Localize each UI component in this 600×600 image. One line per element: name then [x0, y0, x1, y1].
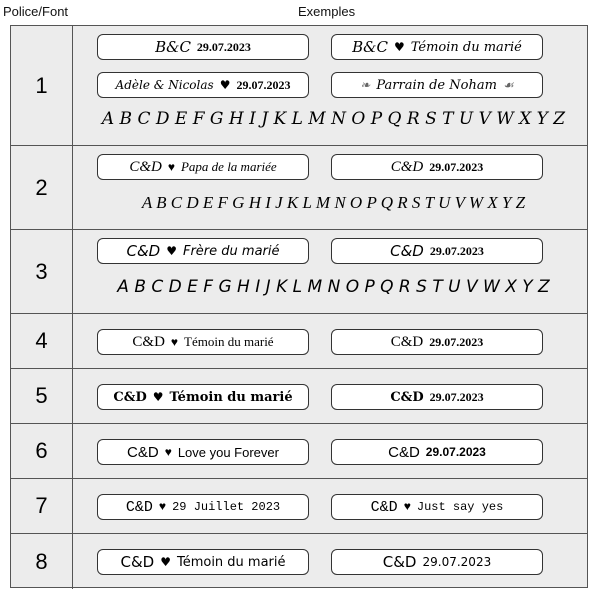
plate-text: Just say yes	[416, 500, 504, 514]
heart-icon: ♥	[393, 40, 405, 54]
heart-icon: ♥	[166, 244, 177, 258]
font-number: 4	[11, 314, 73, 368]
example-plate	[97, 329, 309, 355]
heart-icon: ♥	[152, 390, 164, 404]
plate-text: Témoin du marié	[169, 389, 293, 405]
example-plate	[331, 154, 543, 180]
font-row-7	[11, 479, 587, 534]
font-samples-table	[10, 25, 588, 588]
example-plate	[331, 494, 543, 520]
monogram: C&D	[390, 158, 424, 175]
monogram: B&C	[155, 38, 191, 56]
monogram: C&D	[127, 443, 159, 461]
plate-date: 29.07.2023	[429, 243, 484, 258]
heart-icon: ♥	[160, 555, 171, 569]
laurel-left-icon: ❧	[360, 78, 371, 92]
font-number: 6	[11, 424, 73, 478]
font-row-3	[11, 230, 587, 314]
example-plate	[331, 329, 543, 355]
example-plate	[97, 439, 309, 465]
font-row-2	[11, 146, 587, 230]
example-plate	[331, 549, 543, 575]
monogram: C&D	[126, 242, 161, 260]
monogram: C&D	[382, 553, 417, 571]
plate-text: 29 Juillet 2023	[172, 500, 281, 514]
example-plate	[331, 72, 543, 98]
example-plate	[331, 439, 543, 465]
plate-text: Parrain de Noham	[376, 77, 497, 93]
plate-date: 29.07.2023	[429, 159, 484, 174]
heart-icon: ♥	[403, 500, 411, 514]
font-number: 5	[11, 369, 73, 423]
plate-date: 29.07.2023	[196, 39, 251, 54]
heart-icon: ♥	[158, 500, 167, 514]
monogram: C&D	[390, 333, 424, 350]
alphabet-sample: A B C D E F G H I J K L M N O P Q R S T U V W X Y Z	[117, 277, 550, 297]
plate-date: 29.07.2023	[429, 389, 484, 404]
monogram: C&D	[390, 389, 424, 405]
plate-date: 29.07.2023	[429, 334, 484, 349]
font-row-1	[11, 26, 587, 146]
example-plate	[97, 384, 309, 410]
alphabet-sample: A B C D E F G H I J K L M N O P Q R S T U V W X Y Z	[101, 109, 566, 129]
font-number: 8	[11, 534, 73, 589]
font-number: 7	[11, 479, 73, 533]
examples-column-header: Exemples	[298, 4, 356, 19]
font-number: 1	[11, 26, 73, 145]
plate-text: Témoin du marié	[176, 554, 286, 570]
example-plate	[331, 34, 543, 60]
monogram: B&C	[352, 38, 388, 56]
example-plate	[97, 72, 309, 98]
heart-icon: ♥	[170, 334, 179, 349]
heart-icon: ♥	[164, 445, 172, 459]
monogram: C&D	[129, 158, 162, 175]
font-number: 2	[11, 146, 73, 229]
plate-date: 29.07.2023	[236, 77, 291, 92]
plate-text: Témoin du marié	[410, 39, 522, 55]
alphabet-sample: A B C D E F G H I J K L M N O P Q R S T U V W X Y Z	[141, 193, 526, 212]
example-plate	[97, 34, 309, 60]
example-plate	[331, 384, 543, 410]
monogram: C&D	[113, 389, 147, 405]
monogram: Adèle & Nicolas	[115, 78, 214, 92]
monogram: C&D	[388, 443, 420, 461]
monogram: C&D	[125, 498, 153, 516]
example-plate	[97, 549, 309, 575]
monogram: C&D	[120, 553, 155, 571]
font-row-5	[11, 369, 587, 424]
monogram: C&D	[370, 498, 398, 516]
font-row-6	[11, 424, 587, 479]
example-plate	[97, 154, 309, 180]
font-row-8	[11, 534, 587, 589]
font-row-4	[11, 314, 587, 369]
example-plate	[97, 238, 309, 264]
plate-text: Frère du marié	[182, 243, 280, 259]
monogram: C&D	[390, 242, 424, 260]
laurel-right-icon: ☙	[502, 78, 514, 92]
plate-text: Papa de la mariée	[180, 159, 277, 174]
font-number: 3	[11, 230, 73, 313]
monogram: C&D	[132, 333, 165, 350]
font-column-header: Police/Font	[3, 4, 69, 19]
plate-date: 29.07.2023	[425, 445, 486, 459]
heart-icon: ♥	[219, 78, 231, 92]
plate-date: 29.07.2023	[422, 555, 492, 569]
plate-text: Témoin du marié	[184, 334, 274, 349]
plate-text: Love you Forever	[177, 444, 279, 460]
heart-icon: ♥	[167, 159, 175, 174]
example-plate	[331, 238, 543, 264]
example-plate	[97, 494, 309, 520]
